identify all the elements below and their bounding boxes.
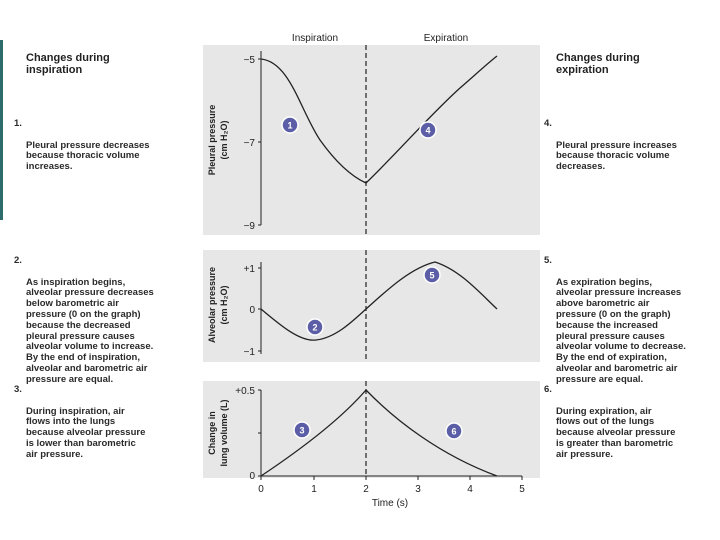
volume-ylabel-line1: Change in xyxy=(207,411,217,455)
badge-2 xyxy=(307,319,323,335)
badge-3 xyxy=(294,422,310,438)
step-1-text: Pleural pressure decreases because thoracic volume increases. xyxy=(26,139,150,173)
expiration-phase-label: Expiration xyxy=(423,33,469,44)
xtick-label: 4 xyxy=(467,484,473,495)
step-4-number: 4. xyxy=(544,118,552,129)
step-6-number: 6. xyxy=(544,384,552,395)
badge-4-label: 4 xyxy=(425,125,431,136)
alveolar-ytick-label: −1 xyxy=(243,347,255,358)
step-3-number: 3. xyxy=(14,384,22,395)
volume-ytick-label: +0.5 xyxy=(235,386,255,397)
badge-5-label: 5 xyxy=(429,270,435,281)
badge-3-label: 3 xyxy=(299,425,305,436)
pleural-pressure-graph xyxy=(203,45,540,235)
inspiration-heading: Changes during inspiration xyxy=(26,52,110,76)
step-2-text: As inspiration begins, alveolar pressure decreases below barometric air pressure (0 on the graph) because the decreased pleural pressure causes alveolar volume to increase. By the end of inspiration, alveolar and barometric air pressure are equal. xyxy=(26,276,154,385)
badge-4 xyxy=(420,122,436,138)
step-6-text: During expiration, air flows out of the lungs because alveolar pressure is greater than barometric air pressure. xyxy=(556,405,676,460)
step-4-text: Pleural pressure increases because thoracic volume decreases. xyxy=(556,139,677,173)
x-axis-label: Time (s) xyxy=(371,498,409,509)
xtick-label: 3 xyxy=(415,484,421,495)
badge-2-label: 2 xyxy=(312,322,318,333)
badge-1 xyxy=(282,117,298,133)
badge-6 xyxy=(446,423,462,439)
volume-ylabel-line2: lung volume (L) xyxy=(219,399,229,467)
xtick-label: 1 xyxy=(311,484,317,495)
badge-5 xyxy=(424,267,440,283)
alveolar-ytick-label: +1 xyxy=(243,264,255,275)
badge-1-label: 1 xyxy=(287,120,293,131)
xtick-label: 0 xyxy=(258,484,264,495)
xtick-label: 5 xyxy=(519,484,525,495)
alveolar-ytick-label: 0 xyxy=(249,305,255,316)
step-5-text: As expiration begins, alveolar pressure increases above barometric air pressure (0 on the graph) because the increased pleural pressure causes alveolar volume to decrease. By the end of expiration, alveolar and barometric air pressure are equal. xyxy=(556,276,686,385)
inspiration-phase-label: Inspiration xyxy=(291,33,339,44)
step-3-text: During inspiration, air flows into the lungs because alveolar pressure is lower than barometric air pressure. xyxy=(26,405,146,460)
pleural-ytick-label: −9 xyxy=(243,221,255,232)
step-1-number: 1. xyxy=(14,118,22,129)
step-5-number: 5. xyxy=(544,255,552,266)
pleural-ytick-label: −5 xyxy=(243,55,255,66)
pleural-ylabel-line1: Pleural pressure xyxy=(207,104,217,176)
xtick-label: 2 xyxy=(363,484,369,495)
alveolar-pressure-graph xyxy=(203,250,540,362)
alveolar-ylabel-line1: Alveolar pressure xyxy=(207,266,217,344)
pleural-ylabel-line2: (cm H₂O) xyxy=(219,120,229,160)
expiration-heading: Changes during expiration xyxy=(556,52,640,76)
badge-6-label: 6 xyxy=(451,426,457,437)
step-2-number: 2. xyxy=(14,255,22,266)
alveolar-ylabel-line2: (cm H₂O) xyxy=(219,285,229,325)
lung-volume-graph xyxy=(203,381,540,482)
pleural-ytick-label: −7 xyxy=(243,138,255,149)
volume-ytick-label: 0 xyxy=(249,471,255,482)
